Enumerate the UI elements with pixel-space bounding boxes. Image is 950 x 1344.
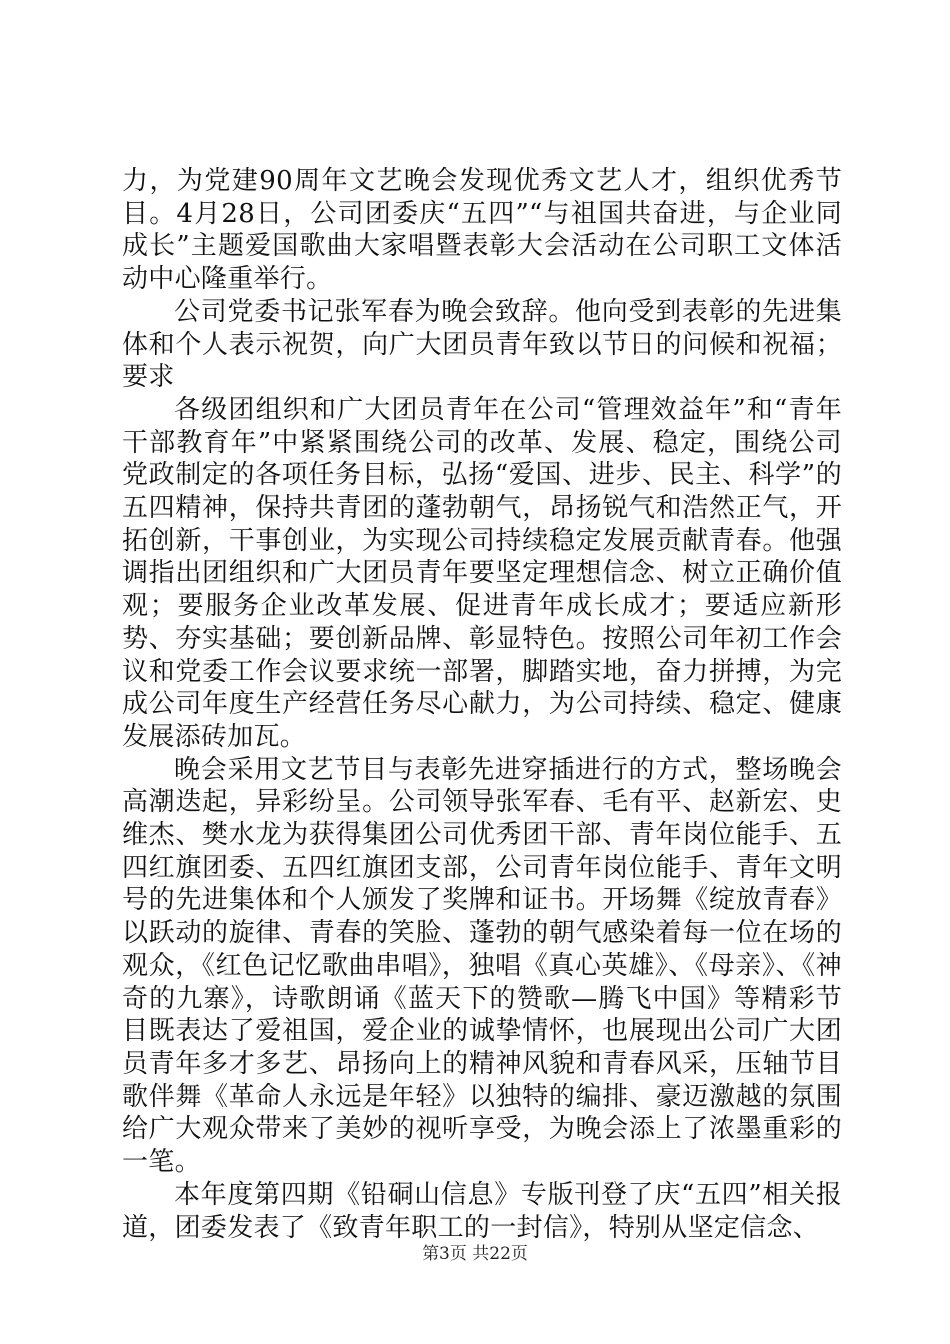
paragraph: 公司党委书记张军春为晚会致辞。他向受到表彰的先进集体和个人表示祝贺，向广大团员青年致以节日的问候和祝福；要求	[122, 296, 842, 393]
paragraph: 本年度第四期《铅硐山信息》专版刊登了庆“五四”相关报道，团委发表了《致青年职工的一封信》，特别从坚定信念、	[122, 1179, 842, 1243]
document-body	[122, 165, 842, 1244]
paragraph: 力，为党建90周年文艺晚会发现优秀文艺人才，组织优秀节目。4月28日，公司团委庆“五四”“与祖国共奋进，与企业同成长”主题爱国歌曲大家唱暨表彰大会活动在公司职工文体活动中心隆重举行。	[122, 166, 842, 295]
page-number-footer: 第3页 共22页	[422, 1244, 528, 1264]
paragraph: 晚会采用文艺节目与表彰先进穿插进行的方式，整场晚会高潮迭起，异彩纷呈。公司领导张军春、毛有平、赵新宏、史维杰、樊水龙为获得集团公司优秀团干部、青年岗位能手、五四红旗团委、五四红旗团支部，公司青年岗位能手、青年文明号的先进集体和个人颁发了奖牌和证书。开场舞《绽放青春》以跃动的旋律、青春的笑脸、蓬勃的朝气感染着每一位在场的观众，《红色记忆歌曲串唱》，独唱《真心英雄》、《母亲》、《神奇的九寨》，诗歌朗诵《蓝天下的赞歌—腾飞中国》等精彩节目既表达了爱祖国，爱企业的诚挚情怀，也展现出公司广大团员青年多才多艺、昂扬向上的精神风貌和青春风采，压轴节目歌伴舞《革命人永远是年轻》以独特的编排、豪迈激越的氛围给广大观众带来了美妙的视听享受，为晚会添上了浓墨重彩的一笔。	[122, 754, 842, 1178]
paragraph: 各级团组织和广大团员青年在公司“管理效益年”和“青年干部教育年”中紧紧围绕公司的改革、发展、稳定，围绕公司党政制定的各项任务目标，弘扬“爱国、进步、民主、科学”的五四精神，保持共青团的蓬勃朝气，昂扬锐气和浩然正气，开拓创新，干事创业，为实现公司持续稳定发展贡献青春。他强调指出团组织和广大团员青年要坚定理想信念、树立正确价值观；要服务企业改革发展、促进青年成长成才；要适应新形势、夯实基础；要创新品牌、彰显特色。按照公司年初工作会议和党委工作会议要求统一部署，脚踏实地，奋力拼搏，为完成公司年度生产经营任务尽心献力，为公司持续、稳定、健康发展添砖加瓦。	[122, 394, 843, 752]
